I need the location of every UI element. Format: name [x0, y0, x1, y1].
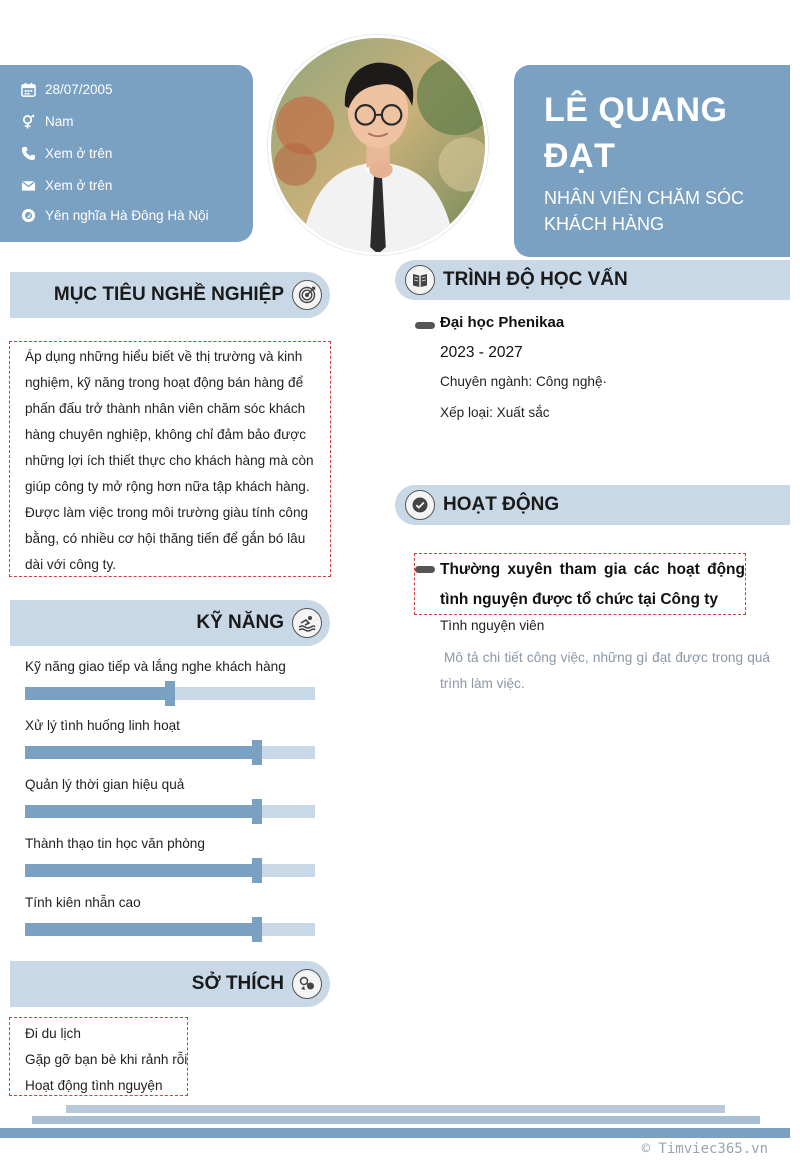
skill-label: Xử lý tình huống linh hoạt: [25, 718, 180, 733]
target-icon: [292, 280, 322, 310]
location-icon: [20, 207, 36, 223]
activities-title: HOẠT ĐỘNG: [443, 494, 560, 515]
hobby-item: Đi du lịch: [25, 1026, 81, 1041]
activity-description: Mô tả chi tiết công việc, những gì đạt được trong quá trình làm việc.: [440, 650, 770, 691]
mail-icon: [20, 177, 36, 193]
activity-name: Thường xuyên tham gia các hoạt động tình nguyện được tổ chức tại Công ty: [414, 553, 746, 615]
hobby-icon: [292, 969, 322, 999]
skill-bar-knob: [165, 681, 175, 706]
contact-gender: [20, 113, 74, 129]
skill-label: Quản lý thời gian hiệu quả: [25, 777, 185, 792]
contact-phone: [20, 145, 112, 161]
dob-text: 28/07/2005: [45, 81, 113, 97]
hobby-item: Hoạt động tình nguyện: [25, 1078, 163, 1093]
skill-bar-knob: [252, 740, 262, 765]
footer-bar-top: [66, 1105, 725, 1113]
skill-bar-fill: [25, 746, 257, 759]
skill-item: [25, 836, 315, 877]
name-box: [514, 65, 790, 257]
phone-text: Xem ở trên: [45, 145, 113, 161]
contact-dob: [20, 81, 113, 97]
skill-bar: [25, 805, 315, 818]
activity-role: Tình nguyện viên: [440, 618, 545, 633]
skill-bar: [25, 687, 315, 700]
footer-copyright: © Timviec365.vn: [641, 1141, 768, 1157]
skill-item: [25, 777, 315, 818]
job-title: NHÂN VIÊN CHĂM SÓC KHÁCH HÀNG: [544, 188, 745, 234]
gender-text: Nam: [45, 113, 74, 129]
calendar-icon: [20, 81, 36, 97]
skill-bar: [25, 864, 315, 877]
contact-email: [20, 177, 112, 193]
swimmer-icon: [292, 608, 322, 638]
education-school: Đại học Phenikaa: [440, 314, 565, 331]
skill-label: Kỹ năng giao tiếp và lắng nghe khách hàng: [25, 659, 286, 674]
education-years: 2023 - 2027: [440, 344, 523, 361]
contact-address: [20, 207, 209, 223]
phone-icon: [20, 145, 36, 161]
section-header-activities: [395, 485, 790, 525]
check-badge-icon: [405, 490, 435, 520]
footer-bar-bottom: [0, 1128, 790, 1138]
activity-bullet: [415, 566, 435, 573]
skill-bar: [25, 923, 315, 936]
skill-bar-fill: [25, 687, 170, 700]
skill-bar-fill: [25, 864, 257, 877]
education-major: Chuyên ngành: Công nghệ·: [440, 374, 608, 389]
skill-item: [25, 895, 315, 936]
section-header-hobbies: [10, 961, 330, 1007]
objective-title: MỤC TIÊU NGHỀ NGHIỆP: [53, 284, 284, 305]
skill-bar-fill: [25, 923, 257, 936]
contact-box: [0, 65, 253, 242]
skill-item: [25, 659, 315, 700]
skills-title: KỸ NĂNG: [196, 612, 284, 633]
skill-bar-fill: [25, 805, 257, 818]
education-bullet: [415, 322, 435, 329]
hobbies-title: SỞ THÍCH: [191, 973, 284, 994]
skill-bar-knob: [252, 799, 262, 824]
book-icon: [405, 265, 435, 295]
skill-bar: [25, 746, 315, 759]
skill-label: Thành thạo tin học văn phòng: [25, 836, 205, 851]
section-header-skills: [10, 600, 330, 646]
gender-icon: [20, 113, 36, 129]
skill-bar-knob: [252, 858, 262, 883]
education-title: TRÌNH ĐỘ HỌC VẤN: [443, 269, 628, 290]
section-header-objective: [10, 272, 330, 318]
objective-text: Áp dụng những hiểu biết về thị trường và kinh nghiệm, kỹ năng trong hoạt động bán hàng để phấn đấu trở thành nhân viên chăm sóc khách hàng chuyên nghiệp, không chỉ đảm bảo được những lợi ích thiết thực cho khách hàng mà còn giúp công ty mở rộng hơn nữa tập khách hàng. Được làm việc trong môi trường giàu tính công bằng, có nhiều cơ hội thăng tiến để gắn bó lâu dài với công ty.: [9, 341, 331, 577]
skill-bar-knob: [252, 917, 262, 942]
footer-bar-middle: [32, 1116, 760, 1124]
candidate-name: LÊ QUANG ĐẠT: [544, 91, 728, 175]
address-text: Yên nghĩa Hà Đông Hà Nội: [45, 207, 209, 223]
hobbies-list: [9, 1017, 188, 1096]
profile-photo: [268, 35, 488, 255]
hobby-item: Gặp gỡ bạn bè khi rảnh rỗi: [25, 1052, 188, 1067]
skill-item: [25, 718, 315, 759]
email-text: Xem ở trên: [45, 177, 113, 193]
section-header-education: [395, 260, 790, 300]
skill-label: Tính kiên nhẫn cao: [25, 895, 141, 910]
education-rank: Xếp loại: Xuất sắc: [440, 405, 550, 420]
